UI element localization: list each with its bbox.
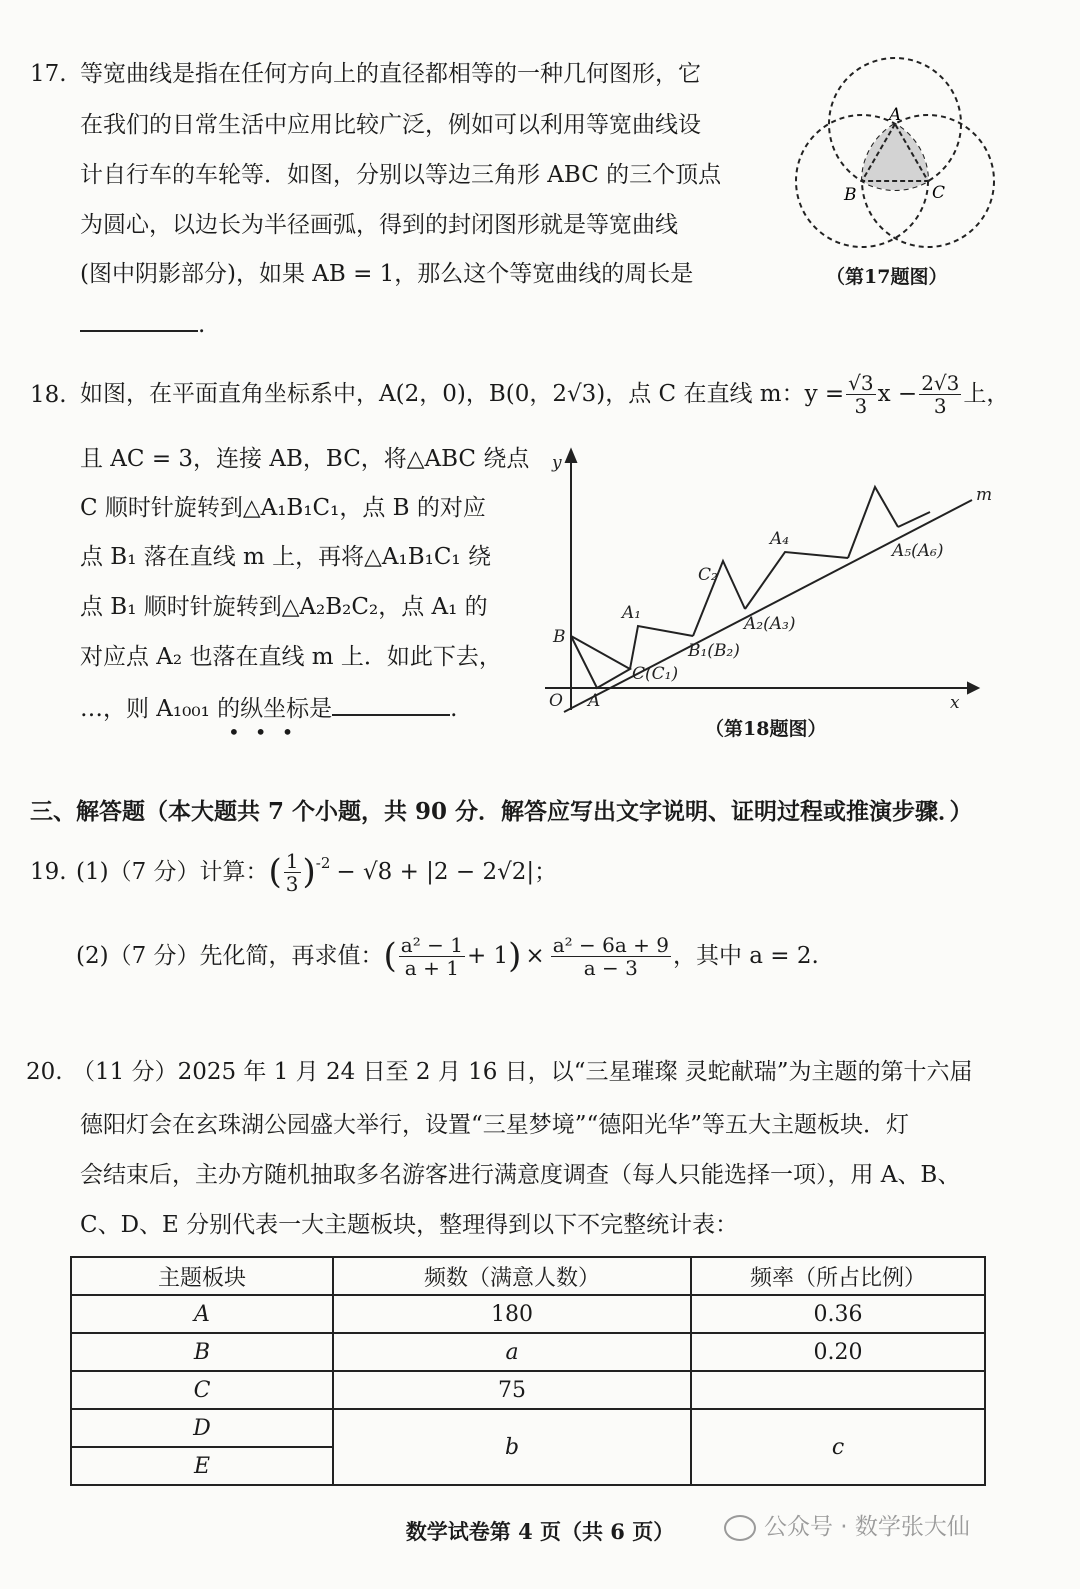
q19-p2-f1-num: a² − 1 [400,932,463,957]
q20-stat-table [70,1256,986,1486]
q19-p2-lparen: ( [383,936,397,976]
table-cell-rate: 0.36 [691,1295,985,1333]
table-header-freq: 频数（满意人数） [333,1257,691,1295]
q19-p2-fraction-2 [551,934,671,979]
q20-line-2: 德阳灯会在玄珠湖公园盛大举行，设置“三星梦境”“德阳光华”等五大主题板块．灯 [80,1112,910,1138]
table-cell-block: A [71,1295,333,1333]
q18-label-a5a6: A₅(A₆) [892,541,944,561]
page-footer: 数学试卷第 4 页（共 6 页） [405,1519,675,1544]
table-cell-rate: 0.20 [691,1333,985,1371]
q18-line-1 [80,366,1009,422]
q19-p2-f2-den: a − 3 [583,955,638,980]
q18-figure [540,440,1000,715]
q18-triangle-1 [630,626,693,669]
q17-caption: （第17题图） [826,266,948,288]
q18-label-x: x [950,693,960,713]
q18-label-b: B [553,627,566,647]
q17-answer-blank[interactable] [80,308,198,332]
q19-p2-times: × [525,943,545,969]
q20-line-1: （11 分）2025 年 1 月 24 日至 2 月 16 日，以“三星璀璨 灵蛇献瑞”为主题的第十六届 [72,1059,973,1085]
q19-p1-exponent: -2 [315,854,331,872]
q18-answer-blank[interactable] [332,692,450,716]
q19-p2-fraction-1 [399,934,465,979]
q17-line-5: (图中阴影部分)，如果 AB = 1，那么这个等宽曲线的周长是 [80,261,694,287]
table-cell-block: E [71,1447,333,1485]
watermark-text: 公众号 · 数学张大仙 [764,1514,970,1540]
table-header-row [71,1257,985,1295]
table-cell-block: D [71,1409,333,1447]
q18-label-a4: A₄ [770,529,790,549]
q19-p1-lparen: ( [268,852,282,892]
q18-line-5: 点 B₁ 顺时针旋转到△A₂B₂C₂，点 A₁ 的 [80,594,488,620]
table-row [71,1333,985,1371]
q17-end-mark: . [198,312,206,338]
q18-f1-num: √3 [848,370,874,395]
q17-number: 17. [30,61,67,87]
q18-last-pre: …，则 A₁₀₀₁ 的纵坐标是 [80,696,333,722]
q18-fraction-2 [919,372,961,417]
q18-line-2: 且 AC = 3，连接 AB，BC，将△ABC 绕点 [80,446,530,472]
q19-p1-rest: − √8 + |2 − 2√2|； [336,859,558,885]
q19-number: 19. [30,859,67,885]
q20-line-3: 会结束后，主办方随机抽取多名游客进行满意度调查（每人只能选择一项），用 A、B、 [80,1162,961,1188]
q18-label-a2a3: A₂(A₃) [744,614,796,634]
table-cell-freq: 75 [333,1371,691,1409]
table-cell-freq: 180 [333,1295,691,1333]
q18-label-a: A [588,691,601,711]
q18-y-arrow [566,450,576,462]
table-header-rate: 频率（所占比例） [691,1257,985,1295]
q19-p1-frac-den: 3 [285,871,299,896]
q19-p2-plus: + 1 [466,943,509,969]
q17-figure [790,50,1000,255]
table-row [71,1371,985,1409]
q19-p1-fraction [284,850,301,895]
q19-p2-f1-den: a + 1 [404,955,459,980]
q18-label-a1: A₁ [622,603,642,623]
q17-line-4: 为圆心，以边长为半径画弧，得到的封闭图形就是等宽曲线 [80,212,678,238]
q18-line-1-post: 上， [963,381,1010,407]
q20-number: 20. [26,1059,63,1085]
q17-label-b: B [844,185,857,205]
q18-f2-den: 3 [933,393,947,418]
table-cell-block: C [71,1371,333,1409]
q19-p1-frac-num: 1 [285,848,299,873]
q18-triangle-abc [571,636,630,688]
q18-fraction-1 [846,372,875,417]
q18-label-y: y [552,453,562,473]
q19-p2-tail: ，其中 a = 2. [672,943,819,969]
q19-p2-rparen: ) [508,936,522,976]
q20-line-4: C、D、E 分别代表一大主题板块，整理得到以下不完整统计表： [80,1212,739,1238]
table-row [71,1295,985,1333]
q17-line-3: 计自行车的车轮等．如图，分别以等边三角形 ABC 的三个顶点 [80,162,722,188]
q18-triangle-4 [848,487,898,558]
q18-line-6: 对应点 A₂ 也落在直线 m 上．如此下去， [80,644,502,670]
q18-x-arrow [968,683,978,693]
q18-line-4: 点 B₁ 落在直线 m 上，再将△A₁B₁C₁ 绕 [80,544,491,570]
q18-triangle-3 [745,552,848,609]
q18-label-cc1: C(C₁) [632,664,679,684]
wechat-icon [724,1515,756,1541]
q18-label-c2: C₂ [698,565,718,585]
q18-line-1-mid: x − [877,381,918,407]
q17-line-2: 在我们的日常生活中应用比较广泛，例如可以利用等宽曲线设 [80,112,701,138]
table-cell-rate-merged: c [691,1409,985,1485]
q19-part-1 [76,842,557,902]
table-cell-rate [691,1371,985,1409]
q18-line-3: C 顺时针旋转到△A₁B₁C₁，点 B 的对应 [80,495,486,521]
section-3-heading: 三、解答题（本大题共 7 个小题，共 90 分．解答应写出文字说明、证明过程或推演步骤．） [30,798,973,825]
q18-f2-num: 2√3 [921,370,960,395]
q18-f1-den: 3 [854,393,868,418]
q19-p2-label: (2)（7 分）先化简，再求值： [76,943,384,969]
q17-answer-line [80,308,205,340]
q19-p2-f2-num: a² − 6a + 9 [552,932,669,957]
q18-last-post: . [450,696,458,722]
q18-label-m: m [976,485,993,505]
q19-p1-label: (1)（7 分）计算： [76,859,269,885]
table-cell-block: B [71,1333,333,1371]
table-row [71,1409,985,1447]
q17-line-1: 等宽曲线是指在任何方向上的直径都相等的一种几何图形，它 [80,61,701,87]
table-cell-freq-merged: b [333,1409,691,1485]
q17-label-a: A [889,105,902,125]
watermark [724,1508,970,1541]
q18-emphasis-dots: ••• [228,720,309,744]
q18-line-1-pre: 如图，在平面直角坐标系中，A(2，0)，B(0，2√3)，点 C 在直线 m：y = [80,381,845,407]
q18-number: 18. [30,382,67,408]
q19-p1-rparen: ) [302,852,316,892]
table-header-block: 主题板块 [71,1257,333,1295]
q17-label-c: C [932,183,946,203]
q18-label-o: O [549,691,563,711]
q18-label-b1b2: B₁(B₂) [688,641,740,661]
table-cell-freq: a [333,1333,691,1371]
q18-caption: （第18题图） [705,718,827,740]
q19-part-2 [76,925,819,987]
